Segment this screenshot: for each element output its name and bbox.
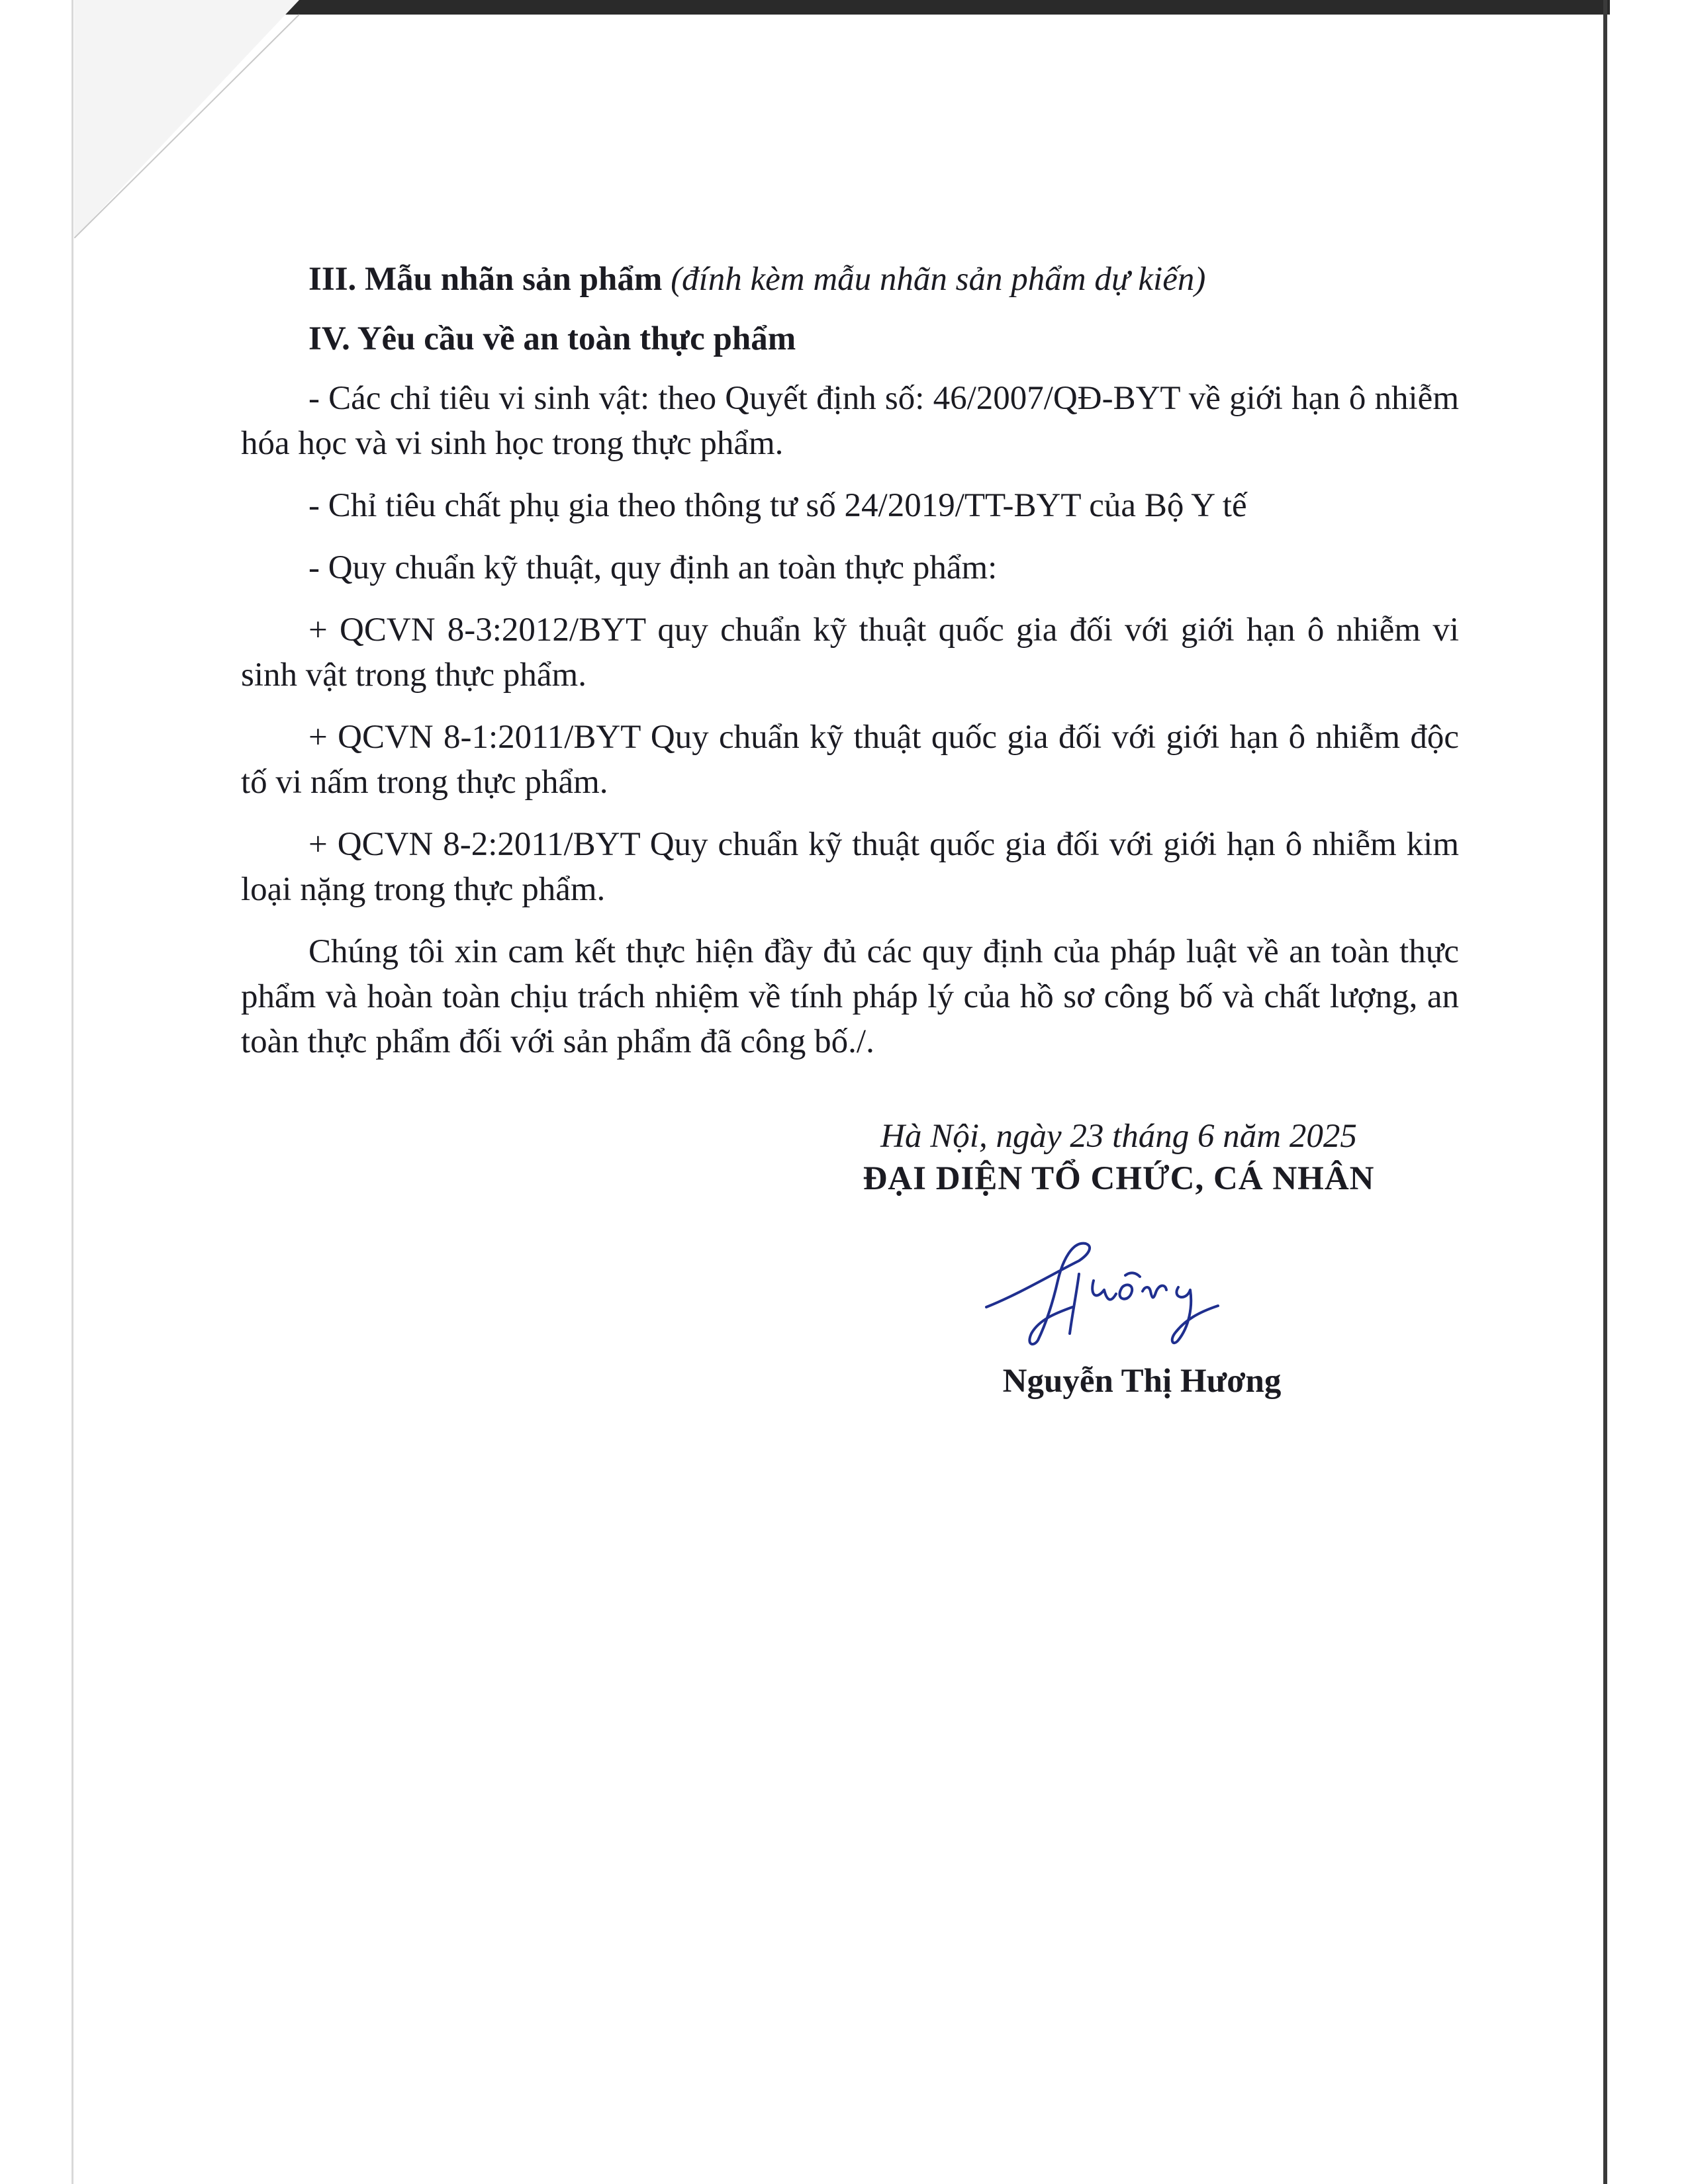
handwritten-signature	[980, 1234, 1271, 1350]
section-iv-heading: IV. Yêu cầu về an toàn thực phẩm	[308, 320, 796, 357]
scan-edge-right	[1603, 0, 1607, 2184]
paragraph-commitment: Chúng tôi xin cam kết thực hiện đầy đủ các quy định của pháp luật về an toàn thực phẩm và hoàn toàn chịu trách nhiệm về tính pháp lý của hồ sơ công bố và chất lượng, an toàn thực phẩm đối với sản phẩm đã công bố./.	[241, 933, 1459, 1060]
paragraph-microbiological: - Các chỉ tiêu vi sinh vật: theo Quyết định số: 46/2007/QĐ-BYT về giới hạn ô nhiễm hóa học và vi sinh học trong thực phẩm.	[241, 380, 1459, 462]
paragraph-qcvn-8-1: + QCVN 8-1:2011/BYT Quy chuẩn kỹ thuật quốc gia đối với giới hạn ô nhiễm độc tố vi nấm trong thực phẩm.	[241, 719, 1459, 801]
section-iii-heading	[241, 257, 1459, 302]
scan-fold-corner	[74, 0, 299, 238]
scan-edge-top	[74, 0, 1610, 15]
section-iii-title: III. Mẫu nhãn sản phẩm	[308, 261, 663, 298]
paragraph-regulations: - Quy chuẩn kỹ thuật, quy định an toàn thực phẩm:	[308, 549, 998, 586]
document-body	[241, 257, 1459, 1081]
representative-title: ĐẠI DIỆN TỔ CHỨC, CÁ NHÂN	[863, 1160, 1375, 1197]
scan-edge-left	[71, 0, 73, 2184]
date-line: Hà Nội, ngày 23 tháng 6 năm 2025	[880, 1118, 1357, 1155]
section-iii-note: (đính kèm mẫu nhãn sản phẩm dự kiến)	[671, 261, 1206, 298]
paragraph-qcvn-8-2: + QCVN 8-2:2011/BYT Quy chuẩn kỹ thuật quốc gia đối với giới hạn ô nhiễm kim loại nặng trong thực phẩm.	[241, 826, 1459, 908]
paragraph-additives: - Chỉ tiêu chất phụ gia theo thông tư số 24/2019/TT-BYT của Bộ Y tế	[308, 487, 1247, 524]
paragraph-qcvn-8-3: + QCVN 8-3:2012/BYT quy chuẩn kỹ thuật quốc gia đối với giới hạn ô nhiễm vi sinh vật trong thực phẩm.	[241, 612, 1459, 694]
signer-name: Nguyễn Thị Hương	[1002, 1363, 1282, 1400]
signature-block	[821, 1115, 1417, 1200]
